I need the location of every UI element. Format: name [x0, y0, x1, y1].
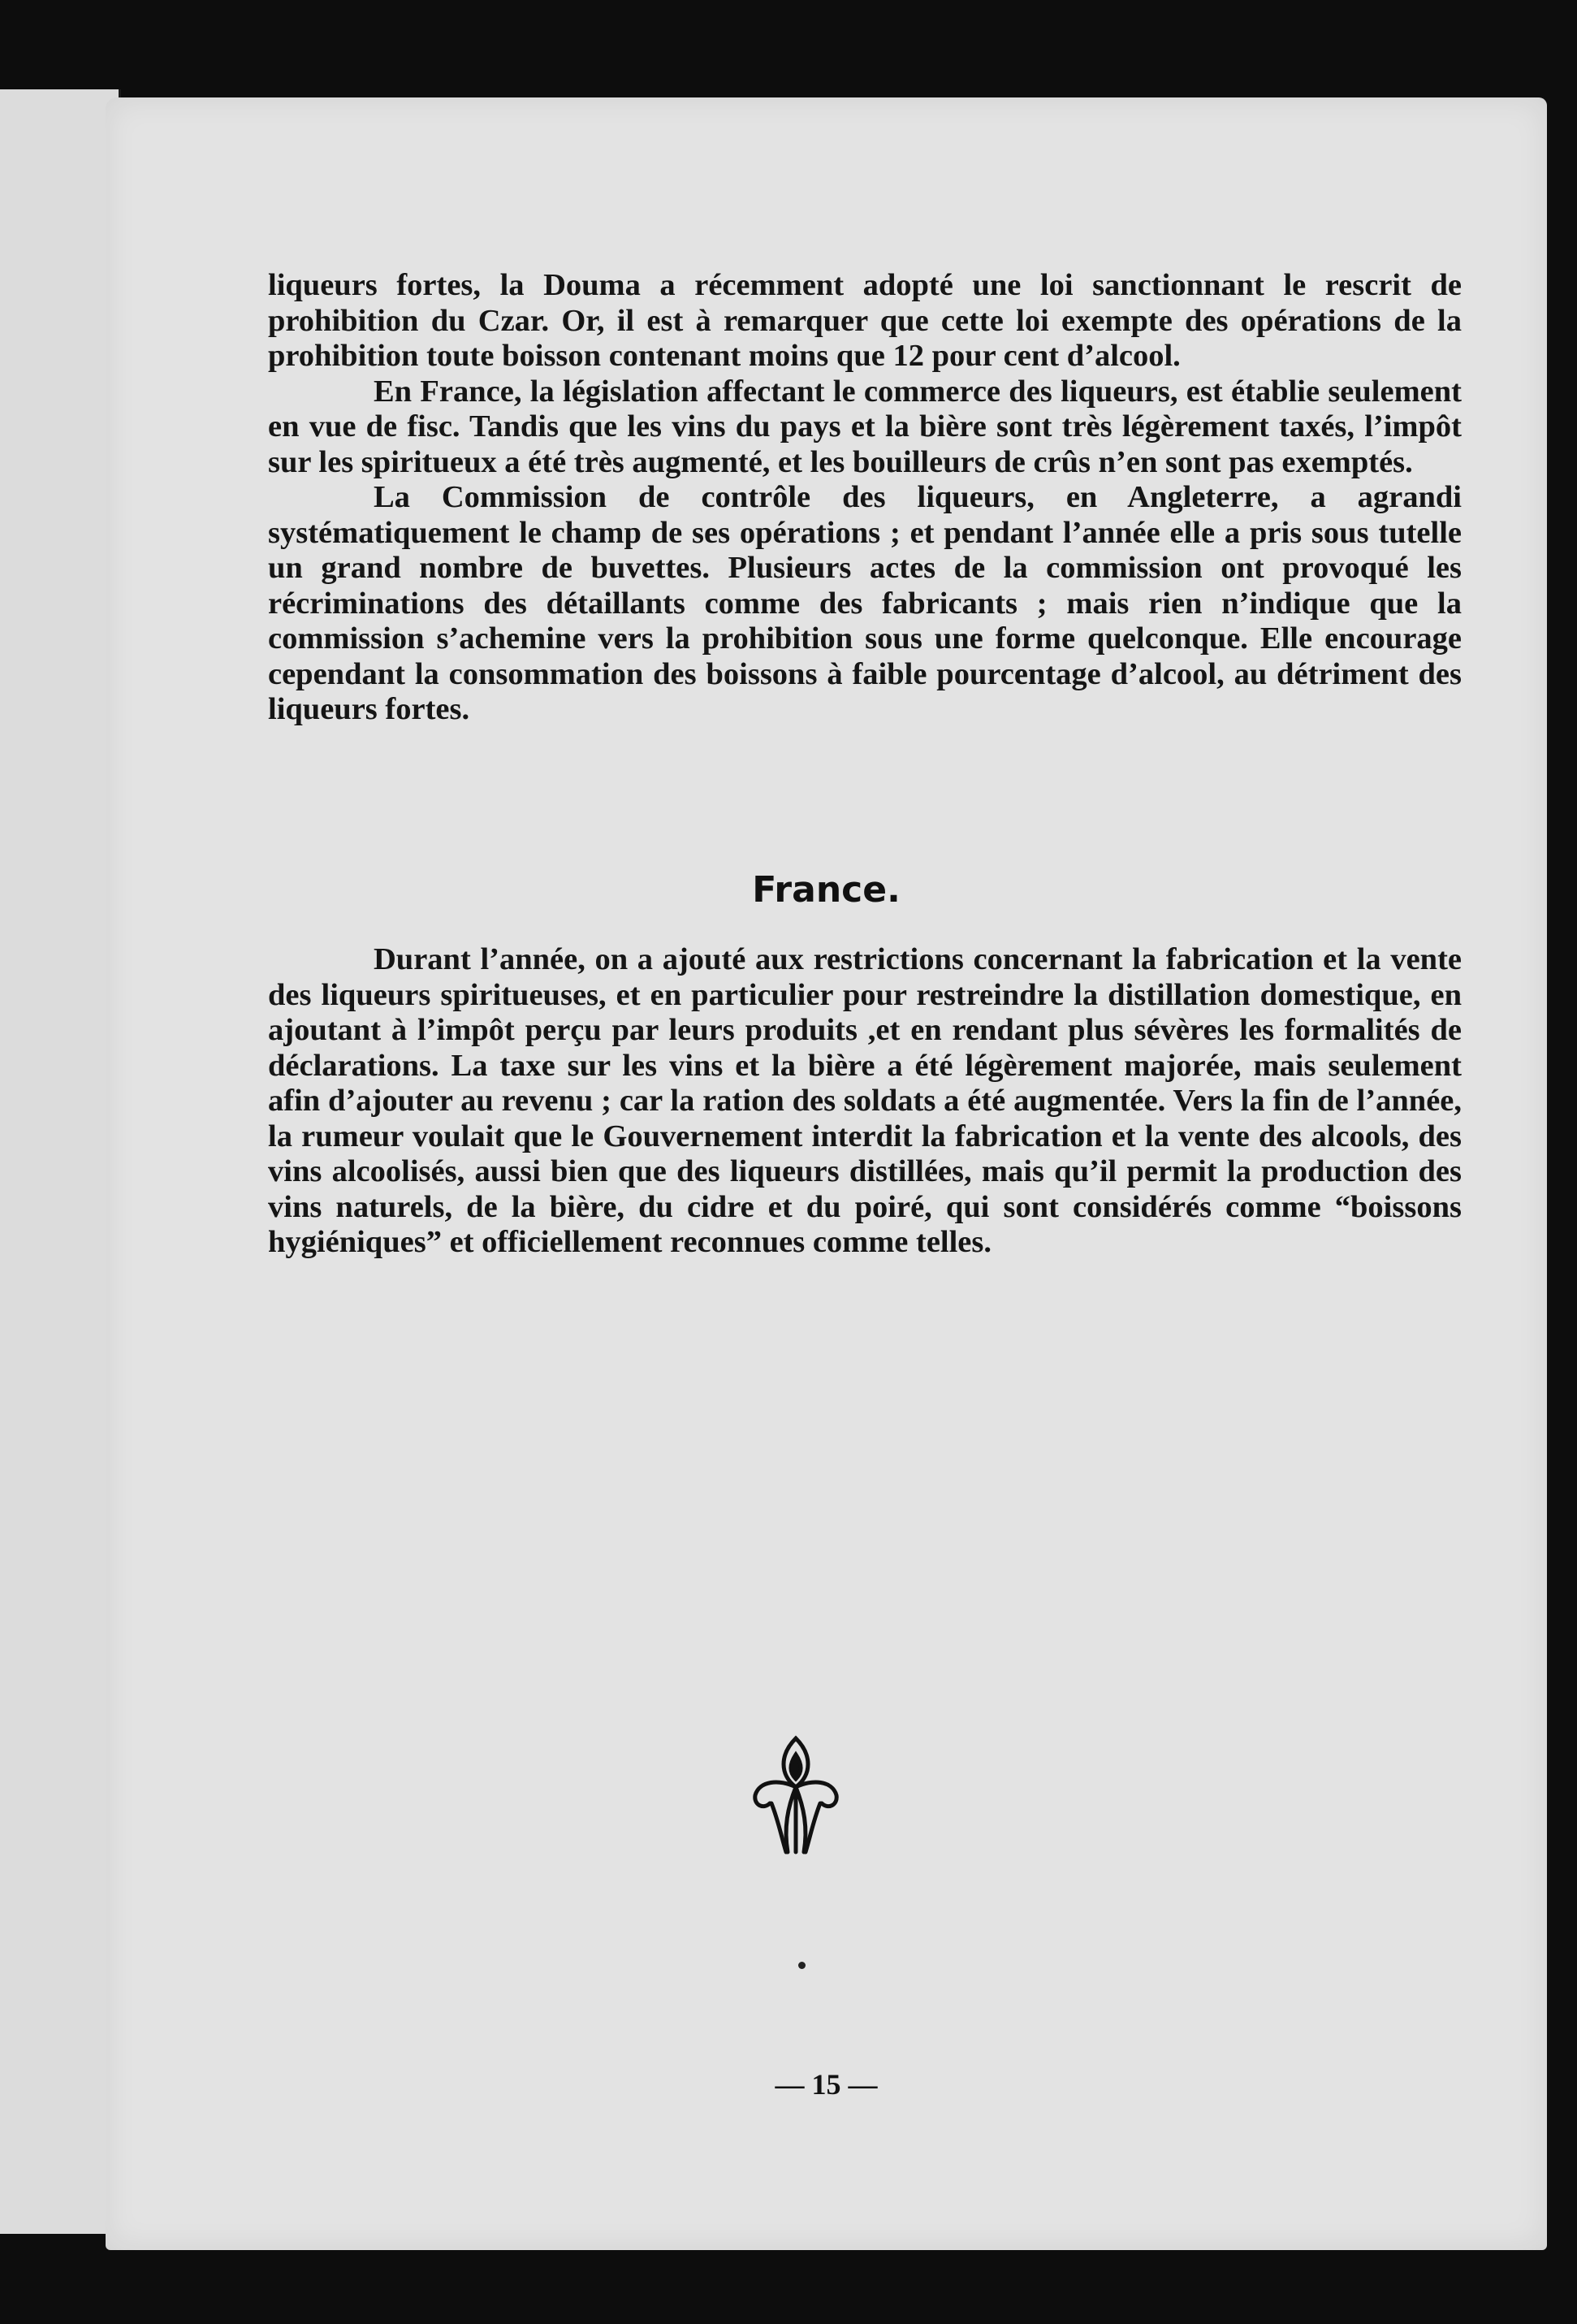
paragraph-angleterre-commission: La Commission de contrôle des liqueurs, en Angleterre, a agrandi systématiquement le champ de ses opérations ; et pendant l’année elle a pris sous tutelle un grand nombre de buvettes. Plusieurs actes de la commission ont provoqué les récriminations des détaillants comme des fabricants ; mais rien n’indique que la commission s’achemine vers la prohibition sous une forme quelconque. Elle encourage cependant la consommation des boissons à faible pourcentage d’alcool, au détriment des liqueurs fortes. [268, 480, 1462, 726]
paragraph-douma: liqueurs fortes, la Douma a récemment adopté une loi sanctionnant le rescrit de prohibition du Czar. Or, il est à remarquer que cette loi exempte des opérations de la prohibition toute boisson contenant moins que 12 pour cent d’alcool. [268, 268, 1462, 373]
text-block-top [268, 268, 1462, 728]
paragraph-france-legislation: En France, la législation affectant le commerce des liqueurs, est établie seulement en vue de fisc. Tandis que les vins du pays et la bière sont très légèrement taxés, l’impôt sur les spiritueux a été très augmenté, et les bouilleurs de crûs n’en sont pas exemptés. [268, 374, 1462, 479]
text-block-france [268, 942, 1462, 1261]
page-number: — 15 — [775, 2068, 878, 2101]
paragraph-france-section: Durant l’année, on a ajouté aux restrictions concernant la fabrication et la vente des liqueurs spiritueuses, et en particulier pour restreindre la distillation domestique, en ajoutant à l’impôt perçu par leurs produits ,et en rendant plus sévères les formalités de déclarations. La taxe sur les vins et la bière a été légèrement majorée, mais seulement afin d’ajouter au revenu ; car la ration des soldats a été augmentée. Vers la fin de l’année, la rumeur voulait que le Gouvernement interdit la fabrication et la vente des alcools, des vins alcoolisés, aussi bien que des liqueurs distillées, mais qu’il permit la production des vins naturels, de la bière, du cidre et du poiré, qui sont considérés comme “boissons hygiéniques” et officiellement reconnues comme telles. [268, 942, 1462, 1259]
adjacent-page-edge [0, 89, 121, 2234]
section-heading: France. [752, 869, 901, 911]
document-page [106, 97, 1547, 2250]
fleuron-icon [747, 1730, 845, 1860]
decorative-dot [798, 1962, 806, 1969]
